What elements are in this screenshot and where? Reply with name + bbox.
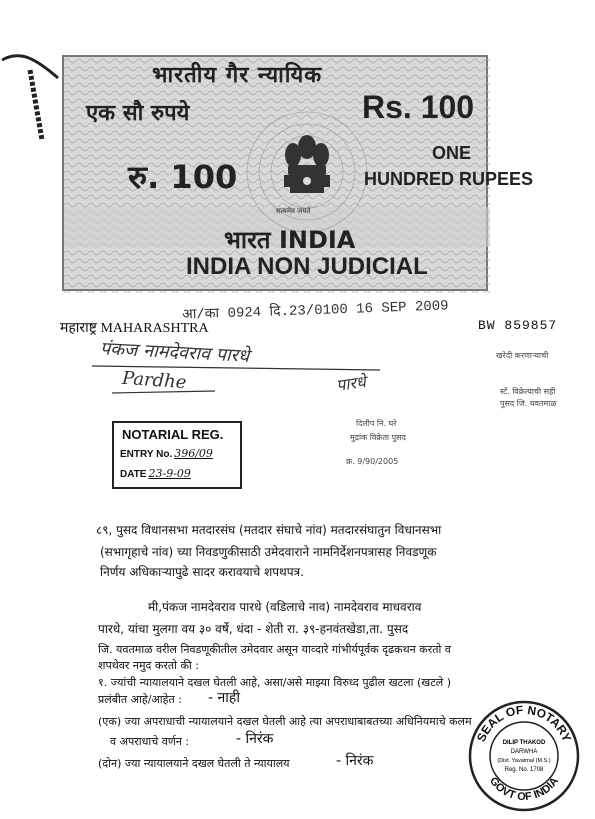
stamp-hindi-value: एक सौ रुपये [86,101,190,126]
para2-line4: शपथेवर नमुद करतो की : [98,659,199,672]
item1-line1: १. ज्यांची न्यायालयाने दखल घेतली आहे, असा/असे माझ्या विरुध्द पुढील खटला (खटले ) [98,676,452,689]
para1-line1: ८९, पुसद विधानसभा मतदारसंघ (मतदार संघाचे नांव) मतदारसंघातुन विधानसभा [96,523,442,537]
date-value: 23-9-09 [148,467,191,480]
vendor-place: पुसद जि. यवतमाळ [500,399,557,408]
item1-line2: प्रलंबीत आहे/आहेत : [98,693,182,706]
item1-answer: - नाही [208,690,240,706]
handwritten-name: पंकज नामदेवराव पारधे [99,338,250,367]
stamp-bharat-india: भारत INDIA [224,226,356,254]
item-b-line1: (दोन) ज्या न्यायालयाने दखल घेतली ते न्यायालय [98,757,290,770]
signature-underline [110,388,220,398]
state-label: महाराष्ट्र MAHARASHTRA [60,321,209,336]
para2-line3: जि. यवतमाळ वरील निवडणूकीतील उमेदवार असून याव्दारे गांभीर्यपूर्वक दृढकथन करतो व [98,643,451,656]
stamp-serial-number: BW 859857 [478,318,558,333]
date-label: DATE [120,469,147,480]
vendor-title: मुद्रांक विक्रेता पुसद [350,433,406,442]
notarial-entry [120,447,213,460]
stamp-motto: सत्यमेव जयते [276,207,311,215]
seal-reg: Reg. No. 1708 [504,767,544,773]
para2-line2: पारधे, यांचा मुलगा वय ३० वर्षे, धंदा - शेती रा. ३९-हनवंतखेडा,ता. पुसद [98,622,409,636]
entry-label: ENTRY No. [120,449,173,460]
stamp-one-label: ONE [432,143,472,163]
stamp-rs-value: Rs. 100 [362,89,475,125]
seal-district: (Dist. Yavatmal (M.S.) [497,758,551,764]
handwritten-surname: पारधे [334,372,367,395]
ashoka-emblem-icon [278,133,336,211]
seal-name: DILIP THAKOD [502,740,546,746]
seal-place: DARWHA [510,749,538,755]
purchaser-sign-label: खरेदी करणाऱ्याची [496,351,549,360]
seal-top-text: SEAL OF NOTARY [473,702,575,744]
para1-line2: (सभागृहाचे नांव) च्या निवडणुकीसाठी उमेदवाराने नामनिर्देशनपत्रासह निवडणूक [100,545,437,559]
stamp-india-non-judicial: INDIA NON JUDICIAL [186,253,428,280]
item-a-line2: व अपराधाचे वर्णन : [110,735,190,748]
stamp-hundred-rupees-label: HUNDRED RUPEES [364,169,534,189]
seal-bottom-text: GOVT OF INDIA [487,775,561,804]
para2-line1: मी,पंकज नामदेवराव पारधे (वडिलाचे नाव) नामदेवराव माधवराव [148,600,422,614]
binding-string [0,40,60,150]
franking-imprint: आ/का 0924 दि.23/0100 16 SEP 2009 [181,298,449,324]
notary-seal [468,700,580,812]
entry-value: 396/09 [174,447,213,460]
item-a-answer: - निरंक [236,731,274,747]
item-a-line1: (एक) ज्या अपराधाची न्यायालयाने दखल घेतली आहे त्या अपराधाबाबतच्या अधिनियमाचे कलम [98,715,472,728]
para1-line3: निर्णय अधिकाऱ्यापुढे सादर करावयाचे शपथपत्र. [100,565,304,579]
notarial-title: NOTARIAL REG. [122,427,224,442]
vendor-sign-label: स्टॅ. विक्रेत्याची सही [500,387,556,396]
item-b-answer: - निरंक [336,753,374,769]
stamp-paper [62,55,534,291]
notarial-register-stamp [112,421,242,489]
notarial-date [120,467,191,480]
stamp-hindi-title: भारतीय गैर न्यायिक [152,63,323,88]
stamp-ru-value: रु. 100 [128,158,238,196]
handwritten-signature: Pardhe [121,367,188,394]
vendor-license: क्र. 9/90/2005 [346,457,399,466]
vendor-name: दिलीप नि. घरे [356,419,397,428]
